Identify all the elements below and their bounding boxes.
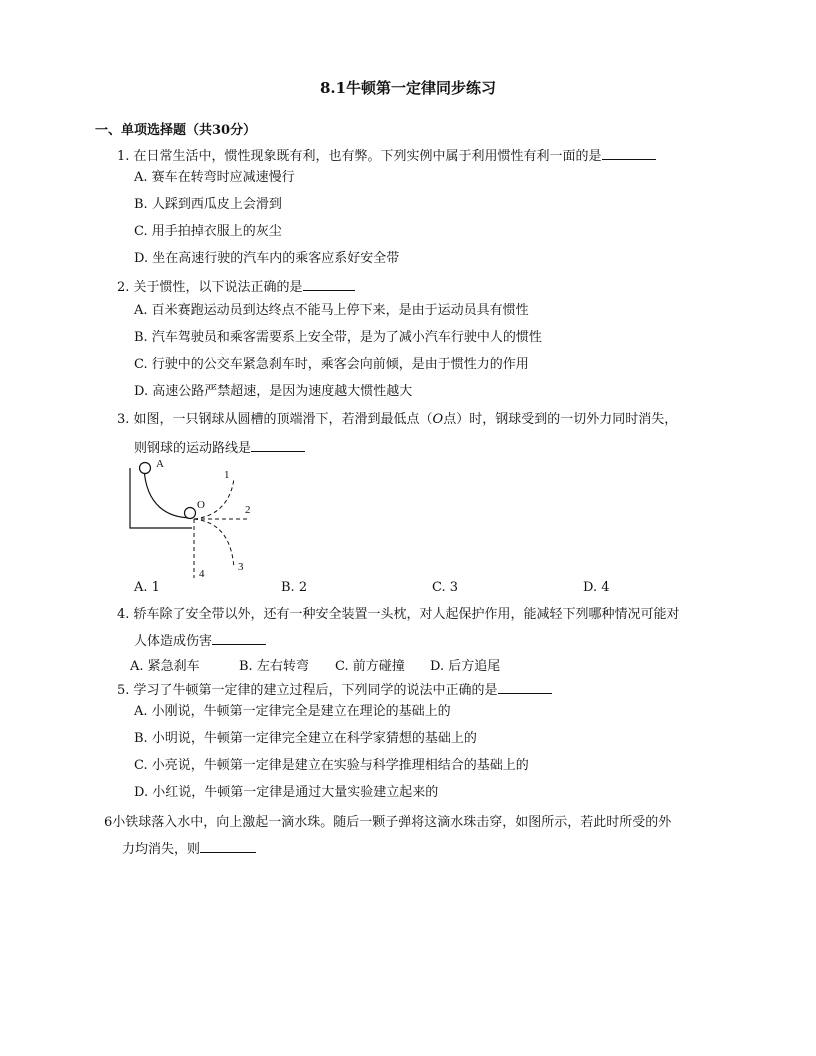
page-title: 8.1牛顿第一定律同步练习 bbox=[319, 79, 497, 97]
answer-blank bbox=[251, 438, 305, 452]
path-label-3: 3 bbox=[238, 561, 244, 573]
question-5-option-a: A. 小刚说，牛顿第一定律完全是建立在理论的基础上的 bbox=[134, 704, 451, 719]
question-3-option-b: B. 2 bbox=[281, 580, 308, 595]
question-2-stem bbox=[117, 277, 355, 297]
question-5-text: 5. 学习了牛顿第一定律的建立过程后，下列同学的说法中正确的是 bbox=[117, 683, 498, 698]
question-2-option-c: C. 行驶中的公交车紧急刹车时，乘客会向前倾，是由于惯性力的作用 bbox=[134, 357, 529, 372]
question-6-text-2: 力均消失，则 bbox=[122, 842, 201, 857]
question-6-stem-line-1: 6小铁球落入水中，向上激起一滴水珠。随后一颗子弹将这滴水珠击穿，如图所示，若此时所受的外 bbox=[104, 815, 672, 830]
question-1-stem bbox=[117, 146, 656, 166]
question-3-options bbox=[134, 580, 654, 598]
section-heading: 一、单项选择题（共30分） bbox=[95, 123, 257, 138]
question-6-stem-line-2 bbox=[122, 839, 256, 859]
question-4-text-2: 人体造成伤害 bbox=[134, 634, 213, 649]
question-2-option-d: D. 高速公路严禁超速，是因为速度越大惯性越大 bbox=[134, 384, 413, 399]
question-3-stem-line-2 bbox=[134, 438, 305, 458]
question-5-option-c: C. 小亮说，牛顿第一定律是建立在实验与科学推理相结合的基础上的 bbox=[134, 758, 529, 773]
ball-at-o bbox=[185, 508, 196, 519]
question-5-option-b: B. 小明说，牛顿第一定律完全建立在科学家猜想的基础上的 bbox=[134, 731, 477, 746]
question-2-option-b: B. 汽车驾驶员和乘客需要系上安全带，是为了减小汽车行驶中人的惯性 bbox=[134, 330, 542, 345]
question-3-option-c: C. 3 bbox=[432, 580, 459, 595]
question-4-stem-line-1: 4. 轿车除了安全带以外，还有一种安全装置一头枕，对人起保护作用，能减轻下列哪种情况可能对 bbox=[117, 607, 680, 622]
question-2-text: 2. 关于惯性，以下说法正确的是 bbox=[117, 280, 303, 295]
label-a: A bbox=[156, 458, 164, 470]
question-2-option-a: A. 百米赛跑运动员到达终点不能马上停下来，是由于运动员具有惯性 bbox=[134, 303, 529, 318]
question-5-option-d: D. 小红说，牛顿第一定律是通过大量实验建立起来的 bbox=[134, 785, 439, 800]
path-label-1: 1 bbox=[224, 469, 230, 481]
question-1-option-d: D. 坐在高速行驶的汽车内的乘客应系好安全带 bbox=[134, 251, 400, 266]
question-3-option-d: D. 4 bbox=[583, 580, 610, 595]
question-1-text: 1. 在日常生活中，惯性现象既有利，也有弊。下列实例中属于利用惯性有利一面的是 bbox=[117, 149, 602, 164]
question-3-text-pre: 3. 如图，一只钢球从圆槽的顶端滑下，若滑到最低点（ bbox=[117, 412, 433, 427]
answer-blank bbox=[602, 146, 656, 160]
answer-blank bbox=[303, 277, 355, 291]
point-o-symbol: O bbox=[432, 412, 444, 427]
question-3-text-post: 点）时，钢球受到的一切外力同时消失， bbox=[443, 412, 678, 427]
question-1-option-a: A. 赛车在转弯时应减速慢行 bbox=[134, 170, 295, 185]
path-label-4: 4 bbox=[199, 568, 205, 580]
question-1-option-b: B. 人踩到西瓜皮上会滑到 bbox=[134, 197, 282, 212]
question-4-stem-line-2 bbox=[134, 631, 266, 651]
label-o: O bbox=[197, 499, 205, 511]
track-diagram bbox=[122, 456, 262, 582]
question-4-option-c: C. 前方碰撞 bbox=[335, 659, 405, 674]
question-4-option-d: D. 后方追尾 bbox=[430, 659, 501, 674]
question-3-stem-line-1 bbox=[117, 411, 677, 429]
question-4-option-a: A. 紧急刹车 bbox=[130, 659, 200, 674]
answer-blank bbox=[200, 839, 256, 853]
question-1-option-c: C. 用手拍掉衣服上的灰尘 bbox=[134, 224, 282, 239]
question-4-options bbox=[130, 655, 650, 673]
question-3-option-a: A. 1 bbox=[134, 580, 160, 595]
path-label-2: 2 bbox=[245, 504, 251, 516]
question-3-text-2: 则钢球的运动路线是 bbox=[134, 441, 252, 456]
answer-blank bbox=[212, 631, 266, 645]
question-5-stem bbox=[117, 680, 552, 700]
path-3 bbox=[194, 519, 234, 568]
question-4-option-b: B. 左右转弯 bbox=[239, 659, 309, 674]
answer-blank bbox=[498, 680, 552, 694]
groove-frame bbox=[130, 468, 192, 528]
ball-at-a bbox=[140, 463, 151, 474]
